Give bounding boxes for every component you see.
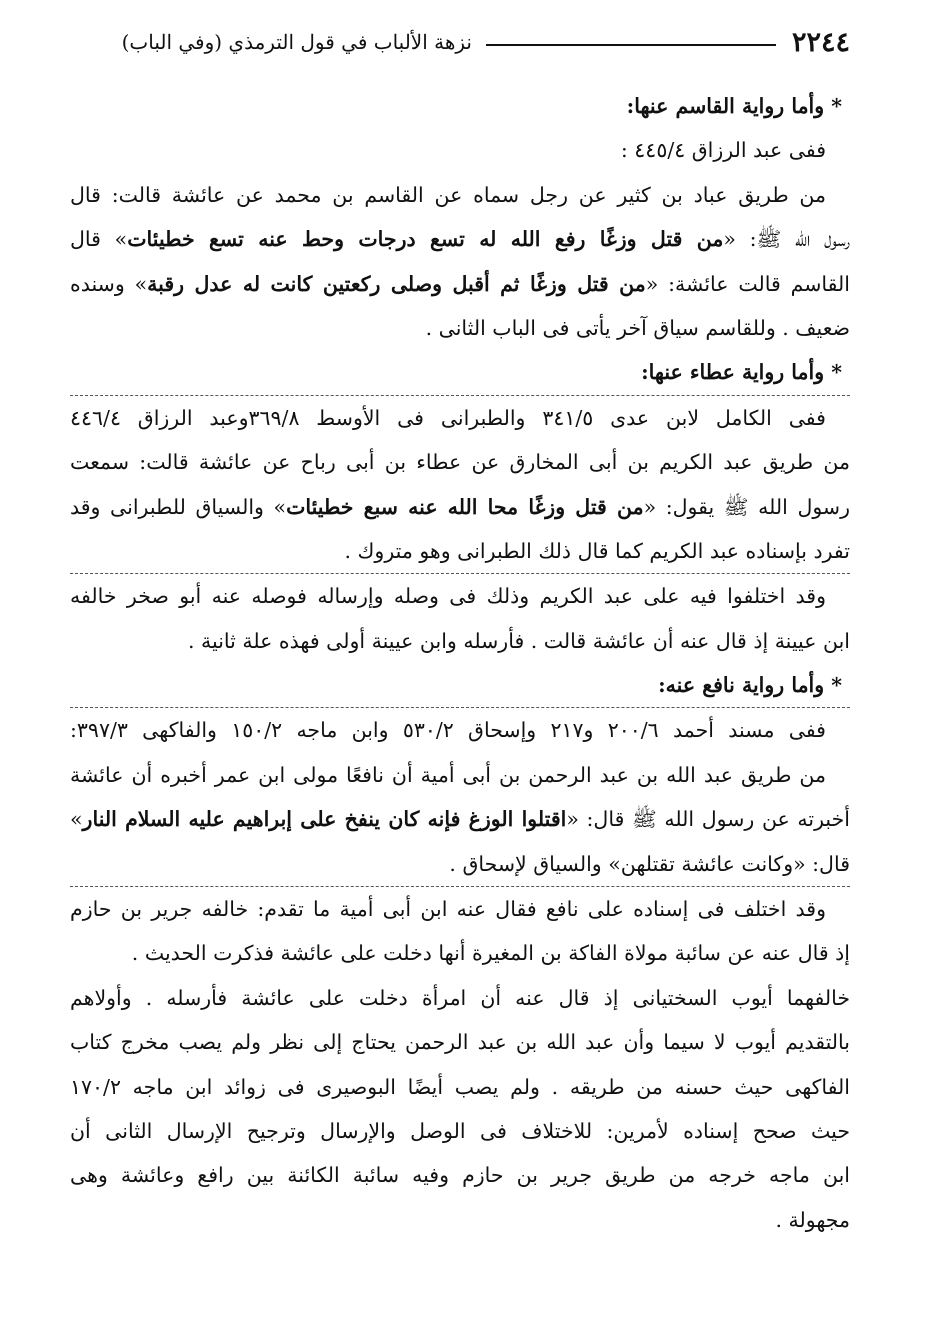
text-run: إذ قال عنه عن سائبة مولاة الفاكة بن المغيرة أنها دخلت على عائشة فذكرت الحديث . <box>131 941 850 966</box>
text-line <box>70 262 850 306</box>
text-run: الفاكهى حيث حسنه من طريقه . ولم يصب أيضًا البوصيرى فى زوائد ابن ماجه ١٧٠/٢ <box>70 1074 850 1099</box>
text-line <box>70 1198 850 1242</box>
text-line <box>70 395 850 440</box>
text-line <box>70 976 850 1020</box>
text-line <box>70 619 850 663</box>
hadith-quote: من قتل وزغًا ثم أقبل وصلى ركعتين كانت له عدل رقبة <box>147 271 646 296</box>
text-line <box>70 440 850 484</box>
text-line <box>70 1020 850 1064</box>
document-page <box>70 22 850 1312</box>
page-header <box>70 22 850 62</box>
text-run: خالفهما أيوب السختيانى إذ قال عنه أن امرأة دخلت على عائشة فأرسله . وأولاهم <box>70 985 850 1010</box>
text-line <box>70 485 850 529</box>
text-line <box>70 797 850 841</box>
text-line <box>70 753 850 797</box>
text-run: بالتقديم أيوب لا سيما وأن عبد الله بن عبد الرحمن يحتاج إلى نظر ولم يصب مخرج كتاب <box>70 1030 850 1055</box>
text-line <box>70 573 850 618</box>
header-rule <box>486 44 776 46</box>
text-run: ابن عيينة إذ قال عنه أن عائشة قالت . فأرسله وابن عيينة أولى فهذه علة ثانية . <box>188 628 850 653</box>
text-line <box>70 1109 850 1153</box>
page-number: ٢٢٤٤ <box>791 26 850 58</box>
text-run: ابن ماجه خرجه من طريق جرير بن حازم وفيه سائبة الكائنة بين رافع وعائشة وهى <box>70 1163 850 1188</box>
text-run: وقد اختلف فى إسناده على نافع فقال عنه ابن أبى أمية ما تقدم: خالفه جرير بن حازم <box>70 897 826 922</box>
text-run: أخبرته عن رسول الله ﷺ قال: « <box>566 807 850 832</box>
section-heading: * وأما رواية عطاء عنها: <box>641 360 842 385</box>
section-heading: * وأما رواية نافع عنه: <box>658 673 842 698</box>
text-line <box>70 931 850 975</box>
text-line <box>70 707 850 752</box>
text-line <box>70 306 850 350</box>
text-line <box>70 842 850 886</box>
hadith-quote: من قتل وزغًا رفع الله له تسع درجات وحط عنه تسع خطيئات <box>127 227 724 252</box>
text-line <box>70 173 850 217</box>
text-run: » والسياق للطبرانى وقد <box>70 494 287 519</box>
text-run: القاسم قالت عائشة: « <box>645 271 850 296</box>
section-heading: * وأما رواية القاسم عنها: <box>626 94 842 118</box>
source-line: ففى عبد الرزاق ٤٤٥/٤ : <box>620 138 826 163</box>
hadith-quote: من قتل وزغًا محا الله عنه سبع خطيئات <box>286 494 644 519</box>
text-run: من طريق عبد الكريم بن أبى المخارق عن عطاء بن أبى رباح عن عائشة قالت: سمعت <box>70 450 850 475</box>
text-run: حيث صحح إسناده لأمرين: للاختلاف فى الوصل والإرسال وترجيح الإرسال الثانى أن <box>70 1118 850 1143</box>
text-run: وقد اختلفوا فيه على عبد الكريم وذلك فى وصله وإرساله فوصله عنه أبو صخر خالفه <box>70 584 826 609</box>
text-line <box>70 217 850 261</box>
text-line <box>70 1153 850 1197</box>
text-run: تفرد بإسناده عبد الكريم كما قال ذلك الطبرانى وهو متروك . <box>344 538 850 563</box>
text-run: » قال <box>70 227 128 252</box>
text-run: » <box>70 807 83 832</box>
text-run: قال: «وكانت عائشة تقتلهن» والسياق لإسحاق . <box>449 851 850 876</box>
text-run: مجهولة . <box>775 1207 850 1232</box>
running-title: نزهة الألباب في قول الترمذي (وفي الباب) <box>121 30 472 54</box>
text-run: ففى مسند أحمد ٢٠٠/٦ و٢١٧ وإسحاق ٥٣٠/٢ وابن ماجه ١٥٠/٢ والفاكهى ٣٩٧/٣: <box>70 718 826 743</box>
text-line <box>70 886 850 931</box>
body-text <box>70 84 850 1242</box>
text-run: ففى الكامل لابن عدى ٣٤١/٥ والطبرانى فى الأوسط ٣٦٩/٨وعبد الرزاق ٤٤٦/٤ <box>70 405 826 430</box>
text-run: رسول الله ﷺ يقول: « <box>643 494 850 519</box>
text-run: » وسنده <box>70 271 148 296</box>
text-line <box>70 529 850 573</box>
text-line <box>70 1065 850 1109</box>
text-run: ضعيف . وللقاسم سياق آخر يأتى فى الباب الثانى . <box>425 315 850 340</box>
hadith-quote: اقتلوا الوزغ فإنه كان ينفخ على إبراهيم عليه السلام النار <box>82 807 567 832</box>
text-run: من طريق عبد الله بن عبد الرحمن بن أبى أمية أن نافعًا مولى ابن عمر أخبره أن عائشة <box>70 762 826 787</box>
text-run: رسول الله ﷺ: « <box>723 227 850 252</box>
text-run: من طريق عباد بن كثير عن رجل سماه عن القاسم بن محمد عن عائشة قالت: قال <box>70 182 826 207</box>
